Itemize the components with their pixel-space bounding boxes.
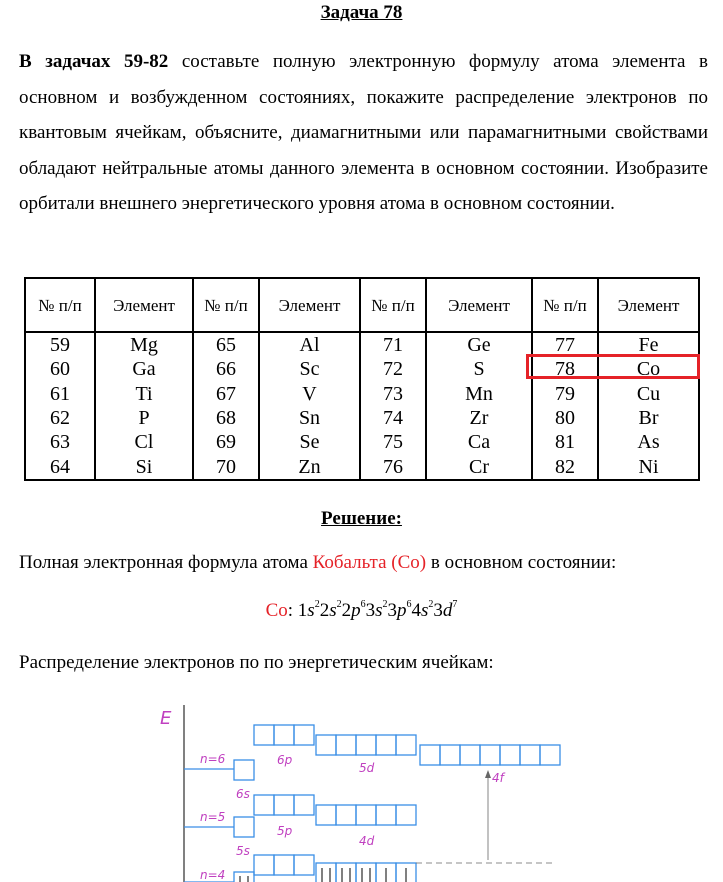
cells-4f (420, 745, 560, 765)
element-symbol: Cl (95, 430, 193, 454)
table-header-row (25, 278, 699, 332)
element-symbol: Mn (426, 382, 532, 406)
element-symbol: Sc (259, 357, 360, 381)
cells-5d (316, 735, 416, 755)
sublevel-label: 4f (492, 771, 504, 785)
cells-3d (316, 863, 416, 882)
term-shell: 2 (319, 600, 330, 621)
term-electrons: 2 (428, 599, 434, 610)
cells-6p (254, 725, 314, 745)
row-number: 60 (25, 357, 95, 381)
level-label: n=6 (200, 752, 226, 766)
term-subshell: d (442, 600, 453, 621)
solution-heading: Решение: (321, 508, 402, 529)
sublevel-label: 6p (277, 753, 293, 767)
electron-formula (0, 599, 723, 622)
problem-text: составьте полную электронную формулу атома элемента в основном и возбужденном состояниях, покажите распределение электронов по квантовым ячейкам, объясните, диамагнитными или парамагнитными свойствами обладают нейтральные атомы данного элемента в основном состоянии. Изобразите орбитали внешнего энергетического уровня атома в основном состоянии. (19, 51, 708, 214)
arrow-head (485, 770, 491, 778)
formula-sep: : (287, 600, 298, 621)
orbital-term (298, 600, 320, 621)
orbital-term (342, 600, 366, 621)
solution-line (19, 552, 616, 574)
col-element: Элемент (426, 278, 532, 332)
row-number: 81 (532, 430, 598, 454)
element-symbol: Se (259, 430, 360, 454)
highlight-box (526, 354, 700, 379)
term-subshell: s (421, 600, 429, 621)
line1-after: в основном состоянии: (426, 552, 617, 573)
orbital-term (412, 600, 434, 621)
level-label: n=4 (200, 868, 226, 882)
element-symbol: Mg (95, 332, 193, 357)
element-symbol: Zn (259, 454, 360, 479)
term-shell: 3 (433, 600, 443, 621)
sublevel-label: 5s (236, 844, 250, 858)
cells-4d (316, 805, 416, 825)
orbital-term (433, 600, 457, 621)
term-subshell: s (375, 600, 383, 621)
sublevel-label: 6s (236, 787, 250, 801)
element-symbol: V (259, 382, 360, 406)
orbital-term (366, 600, 388, 621)
element-symbol: P (95, 406, 193, 430)
sublevel-label: 5p (277, 824, 293, 838)
line1-before: Полная электронная формула атома (19, 552, 313, 573)
problem-statement (19, 44, 708, 222)
element-symbol: Co (598, 357, 699, 381)
element-symbol: Si (95, 454, 193, 479)
element-symbol: Ni (598, 454, 699, 479)
element-symbol: Br (598, 406, 699, 430)
element-symbol: As (598, 430, 699, 454)
term-electrons: 2 (314, 599, 320, 610)
col-element: Элемент (95, 278, 193, 332)
row-number: 69 (193, 430, 259, 454)
term-subshell: s (307, 600, 315, 621)
term-electrons: 2 (382, 599, 388, 610)
term-subshell: s (329, 600, 337, 621)
element-symbol: Ti (95, 382, 193, 406)
col-num: № п/п (532, 278, 598, 332)
element-symbol: Cu (598, 382, 699, 406)
formula-label: Co (265, 600, 288, 621)
energy-diagram (150, 700, 570, 882)
row-number: 77 (532, 332, 598, 357)
row-number: 67 (193, 382, 259, 406)
col-num: № п/п (360, 278, 426, 332)
element-name: Кобальта (Co) (312, 552, 427, 573)
row-number: 59 (25, 332, 95, 357)
term-electrons: 2 (336, 599, 342, 610)
term-electrons: 6 (406, 599, 412, 610)
distribution-caption: Распределение электронов по по энергетическим ячейкам: (19, 652, 494, 673)
element-symbol: Al (259, 332, 360, 357)
cell-5s (234, 817, 254, 837)
row-number: 71 (360, 332, 426, 357)
element-symbol: Fe (598, 332, 699, 357)
row-number: 65 (193, 332, 259, 357)
term-electrons: 7 (452, 599, 458, 610)
table-row (25, 454, 699, 479)
axis-label: E (160, 708, 172, 729)
row-number: 70 (193, 454, 259, 479)
row-number: 82 (532, 454, 598, 479)
row-number: 79 (532, 382, 598, 406)
orbital-term (388, 600, 412, 621)
term-shell: 4 (411, 600, 422, 621)
task-title: Задача 78 (320, 2, 403, 23)
element-symbol: Zr (426, 406, 532, 430)
element-symbol: Ge (426, 332, 532, 357)
row-number: 78 (532, 357, 598, 381)
row-number: 75 (360, 430, 426, 454)
row-number: 61 (25, 382, 95, 406)
table-row (25, 406, 699, 430)
col-element: Элемент (598, 278, 699, 332)
row-number: 80 (532, 406, 598, 430)
row-number: 62 (25, 406, 95, 430)
cells-5p (254, 795, 314, 815)
term-electrons: 6 (360, 599, 366, 610)
sublevel-label: 4d (359, 834, 375, 848)
element-symbol: Ca (426, 430, 532, 454)
col-num: № п/п (193, 278, 259, 332)
element-symbol: S (426, 357, 532, 381)
table-row (25, 430, 699, 454)
row-number: 72 (360, 357, 426, 381)
cell-6s (234, 760, 254, 780)
term-shell: 3 (365, 600, 376, 621)
term-shell: 2 (341, 600, 352, 621)
row-number: 74 (360, 406, 426, 430)
table-row (25, 382, 699, 406)
row-number: 76 (360, 454, 426, 479)
col-num: № п/п (25, 278, 95, 332)
row-number: 66 (193, 357, 259, 381)
element-symbol: Cr (426, 454, 532, 479)
level-label: n=5 (200, 810, 226, 824)
term-shell: 3 (387, 600, 398, 621)
row-number: 63 (25, 430, 95, 454)
col-element: Элемент (259, 278, 360, 332)
row-number: 73 (360, 382, 426, 406)
row-number: 64 (25, 454, 95, 479)
sublevel-label: 5d (359, 761, 375, 775)
formula-terms (298, 600, 458, 621)
cells-4p (254, 855, 314, 875)
problem-lead: В задачах 59-82 (19, 51, 169, 72)
term-subshell: p (351, 600, 361, 621)
term-subshell: p (397, 600, 407, 621)
element-symbol: Sn (259, 406, 360, 430)
term-shell: 1 (297, 600, 308, 621)
orbital-term (320, 600, 342, 621)
row-number: 68 (193, 406, 259, 430)
cell-4s (234, 872, 254, 882)
element-symbol: Ga (95, 357, 193, 381)
